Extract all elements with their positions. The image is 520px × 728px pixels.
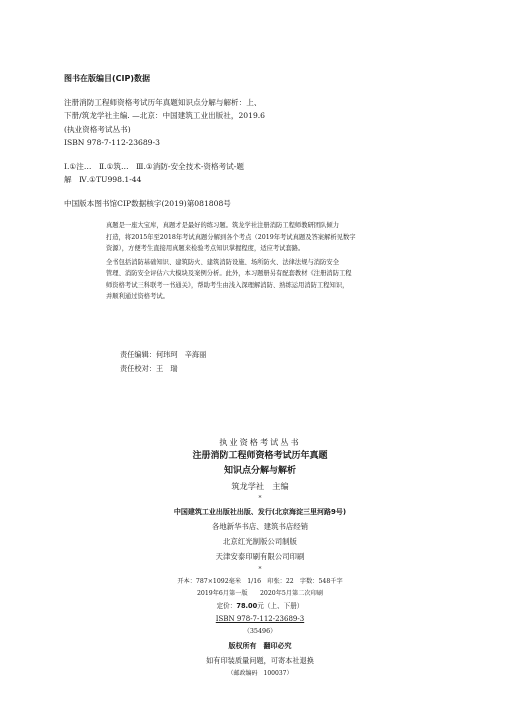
abstract-line: 并顺利通过资格考试。 bbox=[106, 293, 169, 300]
postcode-line: （邮政编码 100037） bbox=[227, 670, 293, 677]
price-label: 定价： bbox=[216, 602, 237, 610]
price-value: 78.00 bbox=[236, 602, 258, 610]
cip-block bbox=[64, 72, 464, 210]
cip-line: 注册消防工程师资格考试历年真题知识点分解与解析：上、 bbox=[64, 97, 262, 107]
abstract-block bbox=[106, 220, 428, 303]
cip-classification: 解 Ⅳ.①TU998.1-44 bbox=[64, 175, 142, 184]
cip-number: 中国版本图书馆CIP数据核字(2019)第081808号 bbox=[64, 198, 231, 208]
editors-block bbox=[120, 348, 206, 375]
cip-classification: Ⅰ.①注… Ⅱ.①筑… Ⅲ.①消防-安全技术-资格考试-题 bbox=[64, 161, 244, 171]
typesetter-line: 北京红光制版公司制版 bbox=[223, 537, 297, 546]
price-suffix: 元（上、下册） bbox=[257, 602, 304, 610]
series-name: 执业资格考试丛书 bbox=[219, 437, 301, 447]
cip-heading: 图书在版编目(CIP)数据 bbox=[64, 74, 151, 83]
separator-asterisk: * bbox=[258, 495, 262, 502]
responsible-editor: 责任编辑：何玮珂 辛海丽 bbox=[120, 350, 207, 359]
rights-notice: 版权所有 翻印必究 bbox=[228, 642, 292, 650]
abstract-line: 资源），方便考生直接用真题来检验考点知识掌握程度，适应考试套路。 bbox=[106, 245, 305, 252]
edition-info: 2019年6月第一版 2020年5月第二次印刷 bbox=[197, 590, 323, 597]
abstract-line: 管理、消防安全评估六大模块及案例分析。此外，本习题册另有配套教材《注册消防工程 bbox=[106, 270, 352, 277]
isbn-line: ISBN 978-7-112-23689-3 bbox=[215, 615, 305, 623]
book-code: （35496） bbox=[243, 627, 277, 635]
abstract-line: 打造，将2015年至2018年考试真题分解到各个考点（2019年考试真题及答案解析见数字 bbox=[106, 233, 356, 241]
abstract-line: 师资格考试三科联考一书通关》，帮助考生由浅入深理解消防、熟练运用消防工程知识， bbox=[106, 281, 349, 289]
abstract-line: 全书包括消防基础知识、建筑防火、建筑消防设施、场所防火、法律法规与消防安全 bbox=[106, 258, 339, 266]
publisher-line: 中国建筑工业出版社出版、发行(北京海淀三里河路9号) bbox=[173, 508, 347, 516]
cip-line: (执业资格考试丛书) bbox=[64, 124, 131, 134]
distributor-line: 各地新华书店、建筑书店经销 bbox=[211, 522, 309, 531]
book-specs: 开本：787×1092毫米 1/16 印张：22 字数：548千字 bbox=[177, 578, 343, 585]
returns-notice: 如有印装质量问题，可寄本社退换 bbox=[206, 656, 314, 665]
book-title-line2: 知识点分解与解析 bbox=[223, 466, 296, 476]
separator-asterisk: * bbox=[258, 566, 262, 573]
cip-isbn: ISBN 978-7-112-23689-3 bbox=[64, 138, 160, 147]
cip-line: 下册/筑龙学社主编. —北京：中国建筑工业出版社，2019.6 bbox=[64, 111, 266, 120]
abstract-line: 真题是一座大宝库，真题才是最好的练习题。筑龙学社注册消防工程师教研团队倾力 bbox=[106, 222, 339, 229]
price-line bbox=[0, 600, 520, 613]
responsible-proofreader: 责任校对：王 瑞 bbox=[120, 363, 178, 373]
colophon-block bbox=[0, 436, 520, 680]
printer-line: 天津安泰印刷有限公司印刷 bbox=[215, 552, 305, 561]
book-author: 筑龙学社 主编 bbox=[231, 481, 289, 491]
book-title-line1: 注册消防工程师资格考试历年真题 bbox=[192, 451, 328, 461]
